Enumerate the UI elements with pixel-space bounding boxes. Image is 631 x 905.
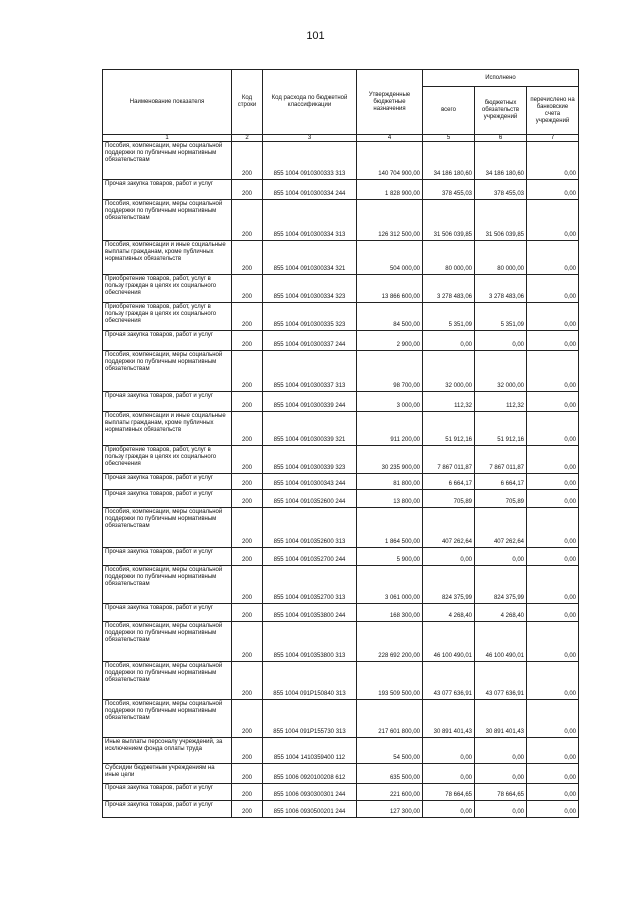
row-name: Прочая закупка товаров, работ и услуг: [103, 490, 232, 508]
row-transferred: 0,00: [527, 548, 579, 566]
row-executed-budget: 407 262,64: [475, 508, 527, 548]
row-expense-code: 855 1004 091P155730 313: [263, 700, 357, 738]
column-number: 2: [232, 135, 263, 142]
row-expense-code: 855 1004 0910300339 321: [263, 412, 357, 446]
row-executed-budget: 0,00: [475, 548, 527, 566]
row-approved: 228 692 200,00: [357, 622, 423, 662]
table-row: [103, 764, 579, 784]
row-executed-budget: 824 375,99: [475, 566, 527, 604]
row-approved: 30 235 900,00: [357, 446, 423, 474]
row-approved: 504 000,00: [357, 241, 423, 275]
row-transferred: 0,00: [527, 392, 579, 412]
row-executed-budget: 32 000,00: [475, 351, 527, 392]
row-transferred: 0,00: [527, 142, 579, 180]
row-line-code: 200: [232, 180, 263, 200]
row-line-code: 200: [232, 738, 263, 764]
row-executed-budget: 30 891 401,43: [475, 700, 527, 738]
row-line-code: 200: [232, 474, 263, 490]
row-approved: 635 500,00: [357, 764, 423, 784]
header-total: всего: [423, 87, 475, 135]
row-approved: 1 828 900,00: [357, 180, 423, 200]
row-name: Пособия, компенсации, меры социальной поддержки по публичным нормативным обязательствам: [103, 142, 232, 180]
row-name: Пособия, компенсации, меры социальной поддержки по публичным нормативным обязательствам: [103, 700, 232, 738]
row-expense-code: 855 1004 0910300335 323: [263, 303, 357, 331]
row-line-code: 200: [232, 764, 263, 784]
header-expense-code: Код расхода по бюджетной классификации: [263, 70, 357, 135]
row-approved: 13 800,00: [357, 490, 423, 508]
row-name: Пособия, компенсации, меры социальной поддержки по публичным нормативным обязательствам: [103, 351, 232, 392]
row-expense-code: 855 1006 0920100208 612: [263, 764, 357, 784]
table-row: [103, 200, 579, 241]
row-line-code: 200: [232, 700, 263, 738]
row-transferred: 0,00: [527, 200, 579, 241]
row-approved: 2 900,00: [357, 331, 423, 351]
row-name: Прочая закупка товаров, работ и услуг: [103, 392, 232, 412]
row-transferred: 0,00: [527, 303, 579, 331]
header-transferred: перечислено на банковские счета учреждений: [527, 87, 579, 135]
row-executed-total: 31 506 039,85: [423, 200, 475, 241]
row-executed-total: 4 268,40: [423, 604, 475, 622]
row-transferred: 0,00: [527, 508, 579, 548]
page-number: 101: [306, 30, 325, 42]
row-line-code: 200: [232, 548, 263, 566]
row-executed-total: 80 000,00: [423, 241, 475, 275]
row-executed-budget: 46 100 490,01: [475, 622, 527, 662]
row-executed-total: 51 912,16: [423, 412, 475, 446]
column-number: 5: [423, 135, 475, 142]
row-expense-code: 855 1004 0910353800 244: [263, 604, 357, 622]
row-line-code: 200: [232, 801, 263, 818]
column-number: 1: [103, 135, 232, 142]
row-executed-total: 32 000,00: [423, 351, 475, 392]
row-expense-code: 855 1004 0910352600 244: [263, 490, 357, 508]
row-executed-budget: 3 278 483,06: [475, 275, 527, 303]
row-line-code: 200: [232, 200, 263, 241]
row-executed-total: 3 278 483,06: [423, 275, 475, 303]
row-transferred: 0,00: [527, 801, 579, 818]
row-line-code: 200: [232, 784, 263, 801]
row-executed-total: 0,00: [423, 331, 475, 351]
row-line-code: 200: [232, 566, 263, 604]
row-executed-budget: 0,00: [475, 764, 527, 784]
row-line-code: 200: [232, 662, 263, 700]
row-transferred: 0,00: [527, 180, 579, 200]
row-approved: 3 000,00: [357, 392, 423, 412]
row-line-code: 200: [232, 622, 263, 662]
row-name: Пособия, компенсации, меры социальной поддержки по публичным нормативным обязательствам: [103, 662, 232, 700]
row-name: Прочая закупка товаров, работ и услуг: [103, 180, 232, 200]
row-transferred: 0,00: [527, 566, 579, 604]
row-approved: 217 601 800,00: [357, 700, 423, 738]
row-line-code: 200: [232, 446, 263, 474]
row-expense-code: 855 1006 0930300301 244: [263, 784, 357, 801]
row-expense-code: 855 1004 0910300334 313: [263, 200, 357, 241]
row-expense-code: 855 1004 0910352600 313: [263, 508, 357, 548]
row-expense-code: 855 1004 0910300334 323: [263, 275, 357, 303]
row-expense-code: 855 1004 0910300337 244: [263, 331, 357, 351]
row-name: Приобретение товаров, работ, услуг в пользу граждан в целях их социального обеспечения: [103, 303, 232, 331]
row-transferred: 0,00: [527, 241, 579, 275]
row-executed-total: 5 351,09: [423, 303, 475, 331]
row-transferred: 0,00: [527, 490, 579, 508]
row-executed-total: 30 891 401,43: [423, 700, 475, 738]
row-expense-code: 855 1004 0910300337 313: [263, 351, 357, 392]
table-row: [103, 303, 579, 331]
row-approved: 168 300,00: [357, 604, 423, 622]
column-number: 7: [527, 135, 579, 142]
row-expense-code: 855 1004 0910300339 323: [263, 446, 357, 474]
row-name: Пособия, компенсации, меры социальной поддержки по публичным нормативным обязательствам: [103, 622, 232, 662]
row-expense-code: 855 1004 091P150840 313: [263, 662, 357, 700]
row-line-code: 200: [232, 142, 263, 180]
row-transferred: 0,00: [527, 784, 579, 801]
table-row: [103, 474, 579, 490]
row-executed-budget: 34 186 180,60: [475, 142, 527, 180]
row-executed-budget: 0,00: [475, 331, 527, 351]
header-approved: Утвержденные бюджетные назначения: [357, 70, 423, 135]
row-executed-budget: 6 664,17: [475, 474, 527, 490]
row-executed-total: 46 100 490,01: [423, 622, 475, 662]
table-row: [103, 738, 579, 764]
row-line-code: 200: [232, 604, 263, 622]
row-name: Прочая закупка товаров, работ и услуг: [103, 784, 232, 801]
row-executed-total: 43 077 636,91: [423, 662, 475, 700]
row-executed-total: 0,00: [423, 738, 475, 764]
row-name: Прочая закупка товаров, работ и услуг: [103, 331, 232, 351]
row-approved: 54 500,00: [357, 738, 423, 764]
column-numbers-row: [103, 135, 579, 142]
row-executed-budget: 43 077 636,91: [475, 662, 527, 700]
row-executed-budget: 7 867 011,87: [475, 446, 527, 474]
row-name: Пособия, компенсации, меры социальной поддержки по публичным нормативным обязательствам: [103, 566, 232, 604]
column-number: 6: [475, 135, 527, 142]
row-approved: 911 200,00: [357, 412, 423, 446]
table-row: [103, 490, 579, 508]
row-executed-budget: 378 455,03: [475, 180, 527, 200]
row-name: Приобретение товаров, работ, услуг в пользу граждан в целях их социального обеспечения: [103, 446, 232, 474]
row-line-code: 200: [232, 331, 263, 351]
row-approved: 126 312 500,00: [357, 200, 423, 241]
table-row: [103, 412, 579, 446]
row-executed-budget: 31 506 039,85: [475, 200, 527, 241]
row-approved: 98 700,00: [357, 351, 423, 392]
row-expense-code: 855 1004 1410359400 112: [263, 738, 357, 764]
row-name: Субсидии бюджетным учреждениям на иные цели: [103, 764, 232, 784]
row-approved: 140 704 900,00: [357, 142, 423, 180]
row-expense-code: 855 1004 0910352700 313: [263, 566, 357, 604]
row-transferred: 0,00: [527, 446, 579, 474]
expense-report-table: [102, 69, 579, 818]
table-row: [103, 180, 579, 200]
row-line-code: 200: [232, 412, 263, 446]
table-row: [103, 392, 579, 412]
row-line-code: 200: [232, 351, 263, 392]
table-row: [103, 331, 579, 351]
table-row: [103, 548, 579, 566]
row-transferred: 0,00: [527, 331, 579, 351]
table-row: [103, 784, 579, 801]
row-line-code: 200: [232, 508, 263, 548]
row-executed-budget: 705,89: [475, 490, 527, 508]
row-line-code: 200: [232, 303, 263, 331]
row-executed-budget: 5 351,09: [475, 303, 527, 331]
row-executed-total: 112,32: [423, 392, 475, 412]
row-name: Пособия, компенсации и иные социальные выплаты гражданам, кроме публичных нормативных обязательств: [103, 412, 232, 446]
row-executed-budget: 80 000,00: [475, 241, 527, 275]
row-transferred: 0,00: [527, 738, 579, 764]
table-row: [103, 275, 579, 303]
row-line-code: 200: [232, 241, 263, 275]
report-body: [103, 142, 579, 818]
table-row: [103, 622, 579, 662]
row-executed-budget: 4 268,40: [475, 604, 527, 622]
row-executed-total: 705,89: [423, 490, 475, 508]
row-expense-code: 855 1004 0910352700 244: [263, 548, 357, 566]
row-expense-code: 855 1004 0910300333 313: [263, 142, 357, 180]
row-approved: 1 864 500,00: [357, 508, 423, 548]
row-name: Пособия, компенсации и иные социальные выплаты гражданам, кроме публичных нормативных обязательств: [103, 241, 232, 275]
row-approved: 13 866 600,00: [357, 275, 423, 303]
row-transferred: 0,00: [527, 275, 579, 303]
row-executed-total: 78 664,65: [423, 784, 475, 801]
row-executed-budget: 51 912,16: [475, 412, 527, 446]
table-row: [103, 446, 579, 474]
header-budget-institutions: бюджетных обязательств учреждений: [475, 87, 527, 135]
row-line-code: 200: [232, 275, 263, 303]
row-transferred: 0,00: [527, 764, 579, 784]
row-name: Прочая закупка товаров, работ и услуг: [103, 604, 232, 622]
row-line-code: 200: [232, 490, 263, 508]
column-number: 4: [357, 135, 423, 142]
row-name: Пособия, компенсации, меры социальной поддержки по публичным нормативным обязательствам: [103, 200, 232, 241]
row-executed-total: 7 867 011,87: [423, 446, 475, 474]
row-approved: 81 800,00: [357, 474, 423, 490]
row-transferred: 0,00: [527, 622, 579, 662]
row-executed-total: 34 186 180,60: [423, 142, 475, 180]
row-expense-code: 855 1006 0930500201 244: [263, 801, 357, 818]
row-executed-total: 0,00: [423, 801, 475, 818]
row-transferred: 0,00: [527, 474, 579, 490]
table-row: [103, 351, 579, 392]
table-row: [103, 801, 579, 818]
row-approved: 221 600,00: [357, 784, 423, 801]
table-row: [103, 508, 579, 548]
header-name: Наименование показателя: [103, 70, 232, 135]
row-executed-total: 407 262,64: [423, 508, 475, 548]
row-approved: 3 061 000,00: [357, 566, 423, 604]
row-name: Прочая закупка товаров, работ и услуг: [103, 548, 232, 566]
row-name: Иные выплаты персоналу учреждений, за исключением фонда оплаты труда: [103, 738, 232, 764]
table-row: [103, 566, 579, 604]
row-expense-code: 855 1004 0910300334 321: [263, 241, 357, 275]
column-number: 3: [263, 135, 357, 142]
row-executed-total: 0,00: [423, 764, 475, 784]
row-transferred: 0,00: [527, 700, 579, 738]
row-name: Прочая закупка товаров, работ и услуг: [103, 801, 232, 818]
table-row: [103, 142, 579, 180]
row-expense-code: 855 1004 0910300339 244: [263, 392, 357, 412]
row-executed-total: 824 375,99: [423, 566, 475, 604]
row-name: Прочая закупка товаров, работ и услуг: [103, 474, 232, 490]
row-executed-budget: 78 664,65: [475, 784, 527, 801]
row-transferred: 0,00: [527, 351, 579, 392]
row-approved: 5 900,00: [357, 548, 423, 566]
table-row: [103, 241, 579, 275]
table-row: [103, 604, 579, 622]
row-expense-code: 855 1004 0910353800 313: [263, 622, 357, 662]
row-executed-total: 378 455,03: [423, 180, 475, 200]
row-executed-budget: 0,00: [475, 738, 527, 764]
row-executed-budget: 0,00: [475, 801, 527, 818]
row-transferred: 0,00: [527, 662, 579, 700]
row-approved: 193 509 500,00: [357, 662, 423, 700]
row-executed-total: 6 664,17: [423, 474, 475, 490]
row-transferred: 0,00: [527, 412, 579, 446]
row-expense-code: 855 1004 0910300343 244: [263, 474, 357, 490]
row-expense-code: 855 1004 0910300334 244: [263, 180, 357, 200]
table-row: [103, 700, 579, 738]
row-name: Приобретение товаров, работ, услуг в пользу граждан в целях их социального обеспечения: [103, 275, 232, 303]
header-executed: Исполнено: [423, 70, 579, 87]
row-approved: 127 300,00: [357, 801, 423, 818]
row-transferred: 0,00: [527, 604, 579, 622]
row-approved: 84 500,00: [357, 303, 423, 331]
table-row: [103, 662, 579, 700]
row-name: Пособия, компенсации, меры социальной поддержки по публичным нормативным обязательствам: [103, 508, 232, 548]
row-executed-budget: 112,32: [475, 392, 527, 412]
row-line-code: 200: [232, 392, 263, 412]
row-executed-total: 0,00: [423, 548, 475, 566]
header-line-code: Код строки: [232, 70, 263, 135]
